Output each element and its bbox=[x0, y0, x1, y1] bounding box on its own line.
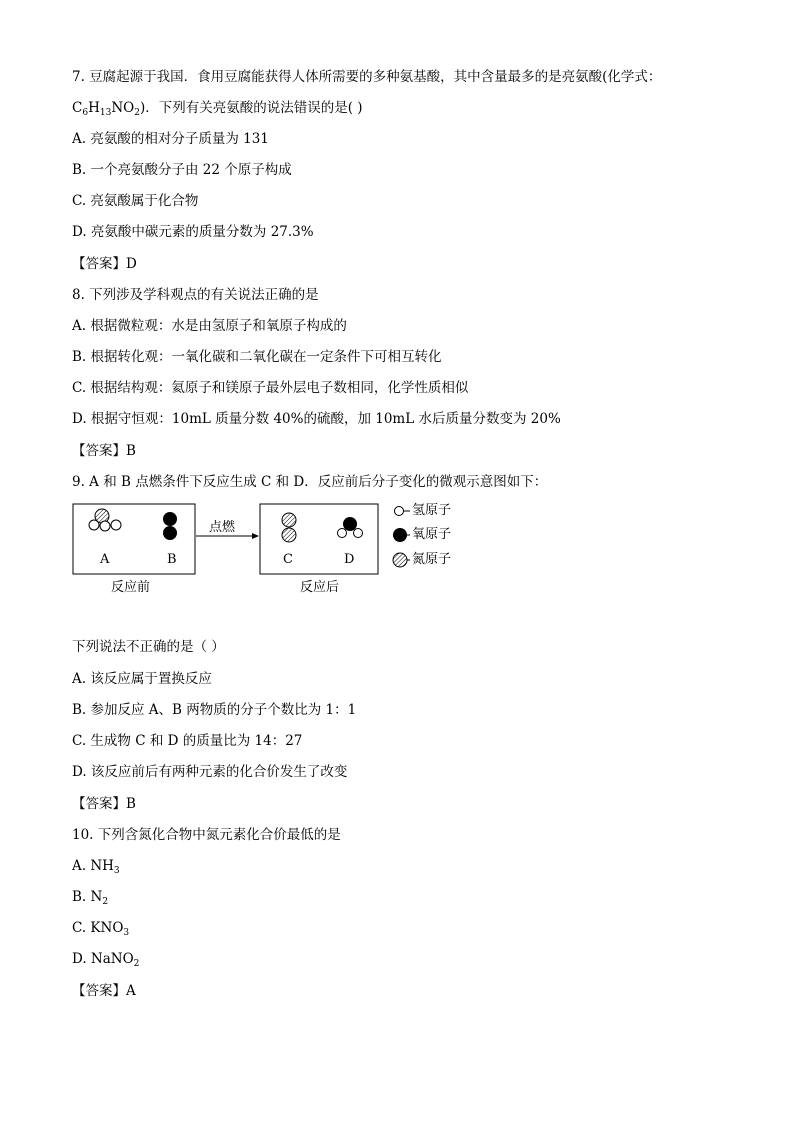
label-a: A bbox=[100, 552, 110, 567]
q10-stem: 10. 下列含氮化合物中氮元素化合价最低的是 bbox=[72, 827, 341, 843]
legend-oxygen-icon bbox=[393, 528, 410, 542]
q8-option-b: B. 根据转化观：一氧化碳和二氧化碳在一定条件下可相互转化 bbox=[72, 349, 442, 365]
formula-h: H bbox=[88, 100, 100, 116]
q7-stem-line1: 7. 豆腐起源于我国．食用豆腐能获得人体所需要的多种氨基酸，其中含量最多的是亮氨酸(化学式： bbox=[72, 69, 662, 85]
q7-option-b: B. 一个亮氨酸分子由 22 个原子构成 bbox=[72, 162, 292, 178]
q9-stem: 9. A 和 B 点燃条件下反应生成 C 和 D．反应前后分子变化的微观示意图如下： bbox=[72, 474, 548, 490]
q10-answer bbox=[72, 982, 136, 1000]
legend-oxygen-label: 氧原子 bbox=[412, 527, 452, 542]
q8-option-c: C. 根据结构观：氦原子和镁原子最外层电子数相同，化学性质相似 bbox=[72, 380, 469, 396]
formula-no-count: 2 bbox=[134, 108, 140, 118]
legend-hydrogen-label: 氢原子 bbox=[412, 503, 452, 518]
q7-answer bbox=[72, 255, 137, 273]
q10-option-c bbox=[72, 919, 129, 937]
q10-option-d bbox=[72, 950, 139, 968]
answer-value: A bbox=[126, 983, 136, 999]
option-text: C. KNO bbox=[72, 920, 124, 936]
option-subscript: 2 bbox=[102, 897, 109, 907]
before-caption: 反应前 bbox=[111, 580, 151, 595]
legend-hydrogen-icon bbox=[395, 507, 411, 516]
q8-answer bbox=[72, 442, 136, 460]
legend-nitrogen-label: 氮原子 bbox=[412, 552, 452, 567]
answer-value: B bbox=[126, 443, 136, 459]
q10-option-a bbox=[72, 857, 120, 875]
after-caption: 反应后 bbox=[300, 580, 340, 595]
q7-option-d: D. 亮氨酸中碳元素的质量分数为 27.3% bbox=[72, 224, 314, 240]
q9-option-b: B. 参加反应 A、B 两物质的分子个数比为 1：1 bbox=[72, 702, 357, 718]
q8-option-d: D. 根据守恒观：10mL 质量分数 40%的硫酸，加 10mL 水后质量分数变为 20% bbox=[72, 411, 561, 427]
label-d: D bbox=[344, 552, 355, 567]
q7-stem-line2 bbox=[72, 99, 363, 117]
q8-stem: 8. 下列涉及学科观点的有关说法正确的是 bbox=[72, 287, 319, 303]
answer-value: B bbox=[126, 796, 136, 812]
label-b: B bbox=[167, 552, 177, 567]
q8-option-a: A. 根据微粒观：水是由氢原子和氧原子构成的 bbox=[72, 318, 347, 334]
q10-option-b bbox=[72, 888, 108, 906]
answer-tag: 【答案】 bbox=[72, 256, 126, 272]
before-box bbox=[73, 504, 195, 574]
answer-tag: 【答案】 bbox=[72, 983, 126, 999]
legend-nitrogen-icon bbox=[393, 553, 410, 567]
q9-option-a: A. 该反应属于置换反应 bbox=[72, 671, 212, 687]
option-subscript: 3 bbox=[113, 866, 120, 876]
option-text: D. NaNO bbox=[72, 951, 134, 967]
reaction-condition: 点燃 bbox=[209, 520, 236, 535]
q9-answer bbox=[72, 795, 136, 813]
answer-tag: 【答案】 bbox=[72, 796, 126, 812]
answer-tag: 【答案】 bbox=[72, 443, 126, 459]
option-subscript: 3 bbox=[123, 928, 130, 938]
q9-option-d: D. 该反应前后有两种元素的化合价发生了改变 bbox=[72, 764, 348, 780]
formula-no: NO bbox=[111, 100, 135, 116]
reaction-diagram bbox=[72, 498, 492, 608]
option-text: B. N bbox=[72, 889, 103, 905]
formula-h-count: 13 bbox=[99, 108, 112, 118]
answer-value: D bbox=[126, 256, 137, 272]
q7-stem-rest: ．下列有关亮氨酸的说法错误的是( ) bbox=[145, 100, 363, 116]
option-subscript: 2 bbox=[133, 959, 140, 969]
formula-c: C bbox=[72, 100, 83, 116]
q7-option-a: A. 亮氨酸的相对分子质量为 131 bbox=[72, 131, 269, 147]
formula-close: ) bbox=[139, 100, 146, 116]
formula-c-count: 6 bbox=[82, 108, 89, 118]
q7-option-c: C. 亮氨酸属于化合物 bbox=[72, 193, 199, 209]
label-c: C bbox=[283, 552, 293, 567]
option-text: A. NH bbox=[72, 858, 114, 874]
q9-question: 下列说法不正确的是（ ） bbox=[72, 639, 225, 655]
q9-option-c: C. 生成物 C 和 D 的质量比为 14：27 bbox=[72, 733, 303, 749]
after-box bbox=[260, 504, 378, 574]
